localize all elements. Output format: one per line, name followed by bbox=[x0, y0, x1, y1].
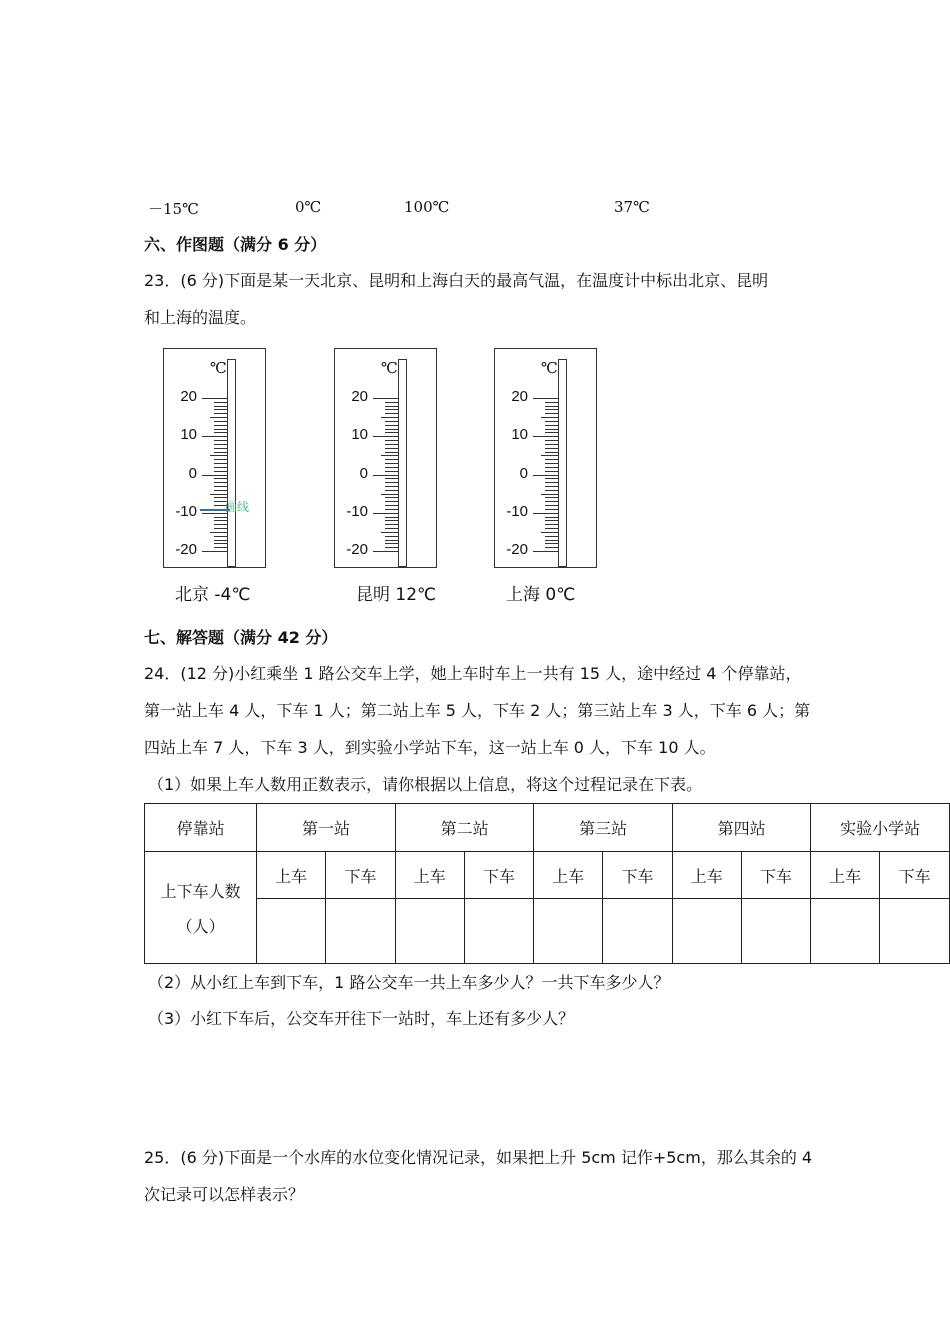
minor-tick bbox=[385, 402, 399, 403]
minor-tick bbox=[545, 429, 559, 430]
minor-tick bbox=[214, 520, 228, 521]
minor-tick bbox=[385, 448, 399, 449]
temperature-item: 100℃ bbox=[404, 198, 450, 216]
off-header: 下车 bbox=[464, 852, 534, 899]
minor-tick bbox=[385, 547, 399, 548]
minor-tick bbox=[385, 463, 399, 464]
major-tick bbox=[373, 475, 399, 476]
minor-tick bbox=[545, 547, 559, 548]
scale-label: -20 bbox=[346, 541, 368, 558]
off-header: 下车 bbox=[326, 852, 396, 899]
minor-tick bbox=[214, 429, 228, 430]
minor-tick bbox=[545, 421, 559, 422]
minor-tick bbox=[385, 536, 399, 537]
minor-tick bbox=[545, 406, 559, 407]
minor-tick bbox=[545, 540, 559, 541]
scale-label: 0 bbox=[359, 464, 368, 482]
minor-tick bbox=[545, 490, 559, 491]
minor-tick bbox=[385, 444, 399, 445]
question-text: 四站上车 7 人，下车 3 人，到实验小学站下车，这一站上车 0 人，下车 10 人。 bbox=[144, 738, 716, 757]
minor-tick bbox=[214, 448, 228, 449]
scale-label: 20 bbox=[351, 388, 368, 405]
minor-tick bbox=[545, 536, 559, 537]
minor-tick bbox=[385, 528, 399, 529]
minor-tick bbox=[214, 444, 228, 445]
minor-tick bbox=[545, 432, 559, 433]
minor-tick bbox=[214, 482, 228, 483]
minor-tick bbox=[541, 455, 559, 456]
scale-label: 20 bbox=[511, 388, 528, 405]
scale-label: -20 bbox=[175, 541, 197, 558]
major-tick bbox=[533, 551, 559, 552]
minor-tick bbox=[214, 528, 228, 529]
minor-tick bbox=[214, 478, 228, 479]
scale-label: 10 bbox=[511, 426, 528, 444]
answer-cell[interactable] bbox=[257, 899, 326, 964]
minor-tick bbox=[385, 406, 399, 407]
minor-tick bbox=[385, 425, 399, 426]
minor-tick bbox=[210, 532, 228, 533]
major-tick bbox=[202, 551, 228, 552]
major-tick bbox=[373, 513, 399, 514]
minor-tick bbox=[545, 402, 559, 403]
station-header: 实验小学站 bbox=[811, 804, 950, 852]
thermometer-beijing[interactable] bbox=[163, 348, 266, 568]
minor-tick bbox=[545, 486, 559, 487]
minor-tick bbox=[545, 509, 559, 510]
minor-tick bbox=[385, 543, 399, 544]
answer-cell[interactable] bbox=[326, 899, 396, 964]
scale-label: 10 bbox=[351, 426, 368, 444]
minor-tick bbox=[545, 409, 559, 410]
major-tick bbox=[373, 398, 399, 399]
minor-tick bbox=[385, 505, 399, 506]
celsius-unit: ℃ bbox=[210, 359, 227, 377]
minor-tick bbox=[545, 452, 559, 453]
major-tick bbox=[373, 551, 399, 552]
on-header: 上车 bbox=[257, 852, 326, 899]
answer-cell[interactable] bbox=[672, 899, 741, 964]
major-tick bbox=[533, 475, 559, 476]
minor-tick bbox=[214, 536, 228, 537]
minor-tick bbox=[385, 509, 399, 510]
minor-tick bbox=[214, 490, 228, 491]
minor-tick bbox=[381, 494, 399, 495]
minor-tick bbox=[385, 540, 399, 541]
major-tick bbox=[202, 398, 228, 399]
answer-cell[interactable] bbox=[464, 899, 534, 964]
minor-tick bbox=[545, 524, 559, 525]
scale-label: -10 bbox=[346, 502, 368, 520]
thermometer-tube bbox=[558, 359, 567, 567]
major-tick bbox=[533, 436, 559, 437]
minor-tick bbox=[545, 467, 559, 468]
minor-tick bbox=[385, 524, 399, 525]
answer-cell[interactable] bbox=[395, 899, 464, 964]
scale-label: 20 bbox=[180, 388, 197, 405]
minor-tick bbox=[545, 520, 559, 521]
minor-tick bbox=[385, 421, 399, 422]
thermometer-tube bbox=[227, 359, 236, 567]
thermometer-caption: 北京 -4℃ bbox=[175, 585, 251, 605]
thermometer-kunming[interactable] bbox=[334, 348, 437, 568]
thermometer-caption: 上海 0℃ bbox=[506, 585, 576, 605]
section-heading: 七、解答题（满分 42 分） bbox=[144, 628, 338, 647]
station-header: 第一站 bbox=[257, 804, 396, 852]
thermometer-shanghai[interactable] bbox=[494, 348, 597, 568]
minor-tick bbox=[541, 532, 559, 533]
major-tick bbox=[202, 475, 228, 476]
minor-tick bbox=[214, 452, 228, 453]
minor-tick bbox=[545, 440, 559, 441]
off-header: 下车 bbox=[741, 852, 811, 899]
minor-tick bbox=[210, 417, 228, 418]
sub-question: （2）从小红上车到下车，1 路公交车一共上车多少人？一共下车多少人？ bbox=[148, 973, 670, 992]
scale-label: 0 bbox=[519, 464, 528, 482]
minor-tick bbox=[214, 467, 228, 468]
minor-tick bbox=[545, 471, 559, 472]
minor-tick bbox=[545, 425, 559, 426]
on-header: 上车 bbox=[672, 852, 741, 899]
mark-label: 画线 bbox=[225, 500, 250, 514]
minor-tick bbox=[541, 494, 559, 495]
minor-tick bbox=[214, 432, 228, 433]
minor-tick bbox=[545, 463, 559, 464]
scale-label: -10 bbox=[506, 502, 528, 520]
minor-tick bbox=[545, 478, 559, 479]
count-label: 上下车人数 （人） bbox=[145, 852, 257, 964]
station-header: 第四站 bbox=[672, 804, 811, 852]
sub-question: （3）小红下车后，公交车开往下一站时，车上还有多少人？ bbox=[148, 1009, 575, 1028]
minor-tick bbox=[385, 490, 399, 491]
question-text: 23．(6 分)下面是某一天北京、昆明和上海白天的最高气温，在温度计中标出北京、昆明 bbox=[144, 271, 769, 290]
minor-tick bbox=[214, 440, 228, 441]
minor-tick bbox=[545, 505, 559, 506]
minor-tick bbox=[214, 413, 228, 414]
answer-cell[interactable] bbox=[741, 899, 811, 964]
celsius-unit: ℃ bbox=[381, 359, 398, 377]
minor-tick bbox=[214, 459, 228, 460]
minor-tick bbox=[545, 413, 559, 414]
temperature-item: －15℃ bbox=[148, 200, 199, 218]
answer-cell[interactable] bbox=[880, 899, 950, 964]
major-tick bbox=[533, 398, 559, 399]
temperature-item: 0℃ bbox=[295, 198, 322, 216]
answer-cell[interactable] bbox=[811, 899, 880, 964]
minor-tick bbox=[545, 497, 559, 498]
minor-tick bbox=[385, 440, 399, 441]
minor-tick bbox=[385, 413, 399, 414]
celsius-unit: ℃ bbox=[541, 359, 558, 377]
major-tick bbox=[202, 436, 228, 437]
minor-tick bbox=[385, 520, 399, 521]
minor-tick bbox=[545, 517, 559, 518]
question-text: 和上海的温度。 bbox=[144, 308, 257, 327]
on-header: 上车 bbox=[811, 852, 880, 899]
minor-tick bbox=[214, 406, 228, 407]
minor-tick bbox=[210, 494, 228, 495]
minor-tick bbox=[541, 417, 559, 418]
minor-tick bbox=[545, 501, 559, 502]
minor-tick bbox=[545, 448, 559, 449]
minor-tick bbox=[214, 425, 228, 426]
minor-tick bbox=[381, 455, 399, 456]
section-heading: 六、作图题（满分 6 分） bbox=[144, 235, 327, 254]
sub-question: （1）如果上车人数用正数表示，请你根据以上信息，将这个过程记录在下表。 bbox=[148, 775, 703, 794]
major-tick bbox=[373, 436, 399, 437]
minor-tick bbox=[214, 409, 228, 410]
question-text: 24．(12 分)小红乘坐 1 路公交车上学，她上车时车上一共有 15 人，途中经过 4 个停靠站， bbox=[144, 664, 802, 683]
minor-tick bbox=[385, 409, 399, 410]
thermometer-caption: 昆明 12℃ bbox=[356, 585, 437, 605]
minor-tick bbox=[381, 532, 399, 533]
minor-tick bbox=[385, 452, 399, 453]
answer-cell[interactable] bbox=[603, 899, 673, 964]
question-text: 第一站上车 4 人，下车 1 人；第二站上车 5 人，下车 2 人；第三站上车 3 人，下车 6 人；第 bbox=[144, 701, 811, 720]
minor-tick bbox=[385, 471, 399, 472]
minor-tick bbox=[214, 471, 228, 472]
record-table bbox=[144, 803, 950, 964]
minor-tick bbox=[214, 547, 228, 548]
minor-tick bbox=[545, 444, 559, 445]
on-header: 上车 bbox=[395, 852, 464, 899]
minor-tick bbox=[545, 459, 559, 460]
minor-tick bbox=[385, 482, 399, 483]
scale-label: -20 bbox=[506, 541, 528, 558]
minor-tick bbox=[214, 486, 228, 487]
station-header: 第二站 bbox=[395, 804, 534, 852]
minor-tick bbox=[545, 528, 559, 529]
minor-tick bbox=[545, 482, 559, 483]
minor-tick bbox=[214, 543, 228, 544]
minor-tick bbox=[214, 517, 228, 518]
minor-tick bbox=[385, 486, 399, 487]
minor-tick bbox=[385, 497, 399, 498]
scale-label: -10 bbox=[175, 502, 197, 520]
question-text: 25．(6 分)下面是一个水库的水位变化情况记录，如果把上升 5cm 记作+5cm，那么其余的 4 bbox=[144, 1148, 813, 1167]
off-header: 下车 bbox=[880, 852, 950, 899]
answer-cell[interactable] bbox=[534, 899, 603, 964]
major-tick bbox=[533, 513, 559, 514]
minor-tick bbox=[381, 417, 399, 418]
minor-tick bbox=[385, 432, 399, 433]
question-text: 次记录可以怎样表示？ bbox=[144, 1185, 305, 1204]
minor-tick bbox=[214, 524, 228, 525]
minor-tick bbox=[210, 455, 228, 456]
minor-tick bbox=[214, 421, 228, 422]
station-header: 第三站 bbox=[534, 804, 673, 852]
scale-label: 0 bbox=[188, 464, 197, 482]
minor-tick bbox=[545, 543, 559, 544]
minor-tick bbox=[214, 463, 228, 464]
minor-tick bbox=[385, 478, 399, 479]
minor-tick bbox=[385, 501, 399, 502]
temperature-item: 37℃ bbox=[614, 198, 650, 216]
off-header: 下车 bbox=[603, 852, 673, 899]
table-header: 停靠站 bbox=[145, 804, 257, 852]
minor-tick bbox=[214, 402, 228, 403]
minor-tick bbox=[214, 540, 228, 541]
minor-tick bbox=[385, 467, 399, 468]
thermometer-tube bbox=[398, 359, 407, 567]
minor-tick bbox=[385, 517, 399, 518]
minor-tick bbox=[385, 429, 399, 430]
on-header: 上车 bbox=[534, 852, 603, 899]
scale-label: 10 bbox=[180, 426, 197, 444]
minor-tick bbox=[385, 459, 399, 460]
